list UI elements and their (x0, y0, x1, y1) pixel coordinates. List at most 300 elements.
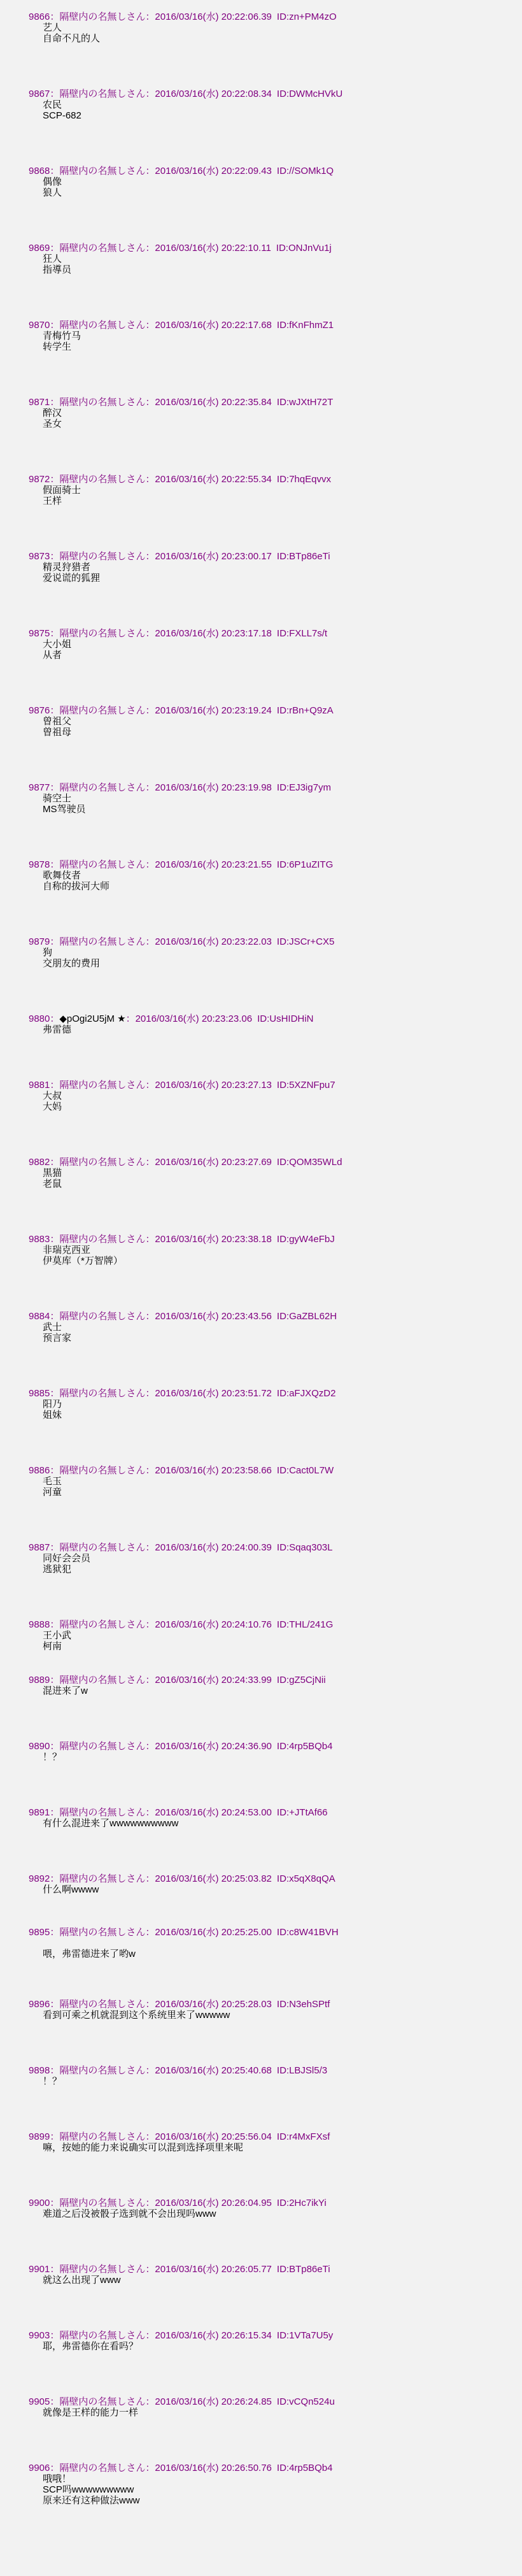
header-separator: ： (145, 782, 155, 793)
post-text-line: 耶，弗雷德你在看吗？ (43, 2341, 139, 2352)
header-separator: ： (145, 166, 155, 176)
post-number: 9869 (29, 243, 50, 254)
post-author: 隔壁内の名無しさん (59, 320, 146, 331)
post-datetime: 2016/03/16(水) 20:25:40.68 (155, 2065, 272, 2076)
post-text-line: 看到可乘之机就混到这个系统里来了wwwww (43, 2010, 230, 2021)
post-text-line (43, 1938, 516, 1949)
post-number: 9906 (29, 2463, 50, 2473)
post-body (29, 1399, 516, 1420)
post-text-line: MS驾驶员 (43, 804, 86, 815)
post-number: 9875 (29, 628, 50, 639)
post-body (29, 2010, 516, 2021)
post-header (29, 2264, 516, 2275)
post-datetime: 2016/03/16(水) 20:23:43.56 (155, 1311, 272, 1322)
post-text-line: 有什么混进来了wwwwwwwwww (43, 1818, 179, 1829)
post-datetime: 2016/03/16(水) 20:26:05.77 (155, 2264, 272, 2275)
post-header (29, 705, 516, 716)
post-id: ID:zn+PM4zO (276, 11, 337, 22)
header-separator: ： (50, 2396, 60, 2407)
post (29, 2463, 516, 2506)
post-author: 隔壁内の名無しさん (59, 2330, 146, 2341)
header-separator: ： (145, 1388, 155, 1399)
header-separator: ： (145, 474, 155, 485)
post-id: ID:UsHIDHiN (257, 1013, 314, 1024)
post-body (29, 1245, 516, 1266)
post-id: ID:6P1uZITG (276, 859, 334, 870)
post-body (29, 408, 516, 429)
post-text-line: 狼人 (43, 187, 62, 198)
post-datetime: 2016/03/16(水) 20:22:55.34 (155, 474, 272, 485)
post (29, 859, 516, 892)
header-separator: ： (145, 2198, 155, 2208)
header-separator: ： (50, 2065, 60, 2076)
post (29, 2330, 516, 2352)
post (29, 1157, 516, 1189)
post-body (29, 870, 516, 892)
post-author: 隔壁内の名無しさん (59, 628, 146, 639)
post-text-line: 假面骑士 (43, 485, 81, 496)
header-separator: ： (145, 11, 155, 22)
post (29, 628, 516, 661)
header-separator: ： (50, 1542, 60, 1553)
header-separator: ： (145, 2131, 155, 2142)
post-header (29, 1157, 516, 1168)
post-text-line: 哦哦！ (43, 2473, 72, 2484)
post-number: 9871 (29, 397, 50, 408)
post-header (29, 1234, 516, 1245)
post-text-line: 河童 (43, 1487, 62, 1498)
post-header (29, 166, 516, 176)
post-datetime: 2016/03/16(水) 20:23:23.06 (135, 1013, 253, 1024)
post-datetime: 2016/03/16(水) 20:24:53.00 (155, 1807, 272, 1818)
post-header (29, 2330, 516, 2341)
post-author: 隔壁内の名無しさん (59, 1234, 146, 1245)
post-datetime: 2016/03/16(水) 20:22:08.34 (155, 89, 272, 99)
header-separator: ： (50, 2330, 60, 2341)
post-body (29, 176, 516, 198)
post-body (29, 1630, 516, 1652)
header-separator: ： (125, 1013, 136, 1024)
post-id: ID:wJXtH72T (276, 397, 334, 408)
header-separator: ： (145, 1542, 155, 1553)
header-separator: ： (50, 936, 60, 947)
post-datetime: 2016/03/16(水) 20:23:00.17 (155, 551, 272, 562)
post-id: ID:N3ehSPtf (276, 1999, 330, 2010)
post-number: 9866 (29, 11, 50, 22)
post-number: 9870 (29, 320, 50, 331)
post-author: 隔壁内の名無しさん (59, 1807, 146, 1818)
post-text-line: 老鼠 (43, 1178, 62, 1189)
post-text-line: 农民 (43, 99, 62, 110)
post-author: 隔壁内の名無しさん (59, 1465, 146, 1476)
header-separator: ： (50, 1234, 60, 1245)
post (29, 1080, 516, 1112)
post-datetime: 2016/03/16(水) 20:23:21.55 (155, 859, 272, 870)
post-datetime: 2016/03/16(水) 20:24:00.39 (155, 1542, 272, 1553)
header-separator: ： (145, 551, 155, 562)
post-body (29, 1476, 516, 1498)
post-text-line: 交朋友的费用 (43, 958, 101, 969)
post-body (29, 1322, 516, 1343)
post-header (29, 1388, 516, 1399)
header-separator: ： (145, 1675, 155, 1685)
header-separator: ： (50, 782, 60, 793)
post-datetime: 2016/03/16(水) 20:22:17.68 (155, 320, 272, 331)
header-separator: ： (145, 2065, 155, 2076)
post-datetime: 2016/03/16(水) 20:24:33.99 (155, 1675, 272, 1685)
post-header (29, 628, 516, 639)
header-separator: ： (50, 2463, 60, 2473)
post-number: 9877 (29, 782, 50, 793)
header-separator: ： (50, 243, 60, 254)
post-header (29, 1465, 516, 1476)
post-number: 9867 (29, 89, 50, 99)
post-header (29, 782, 516, 793)
header-separator: ： (50, 1311, 60, 1322)
post (29, 782, 516, 815)
post-id: ID:x5qX8qQA (276, 1873, 335, 1884)
header-separator: ： (145, 2330, 155, 2341)
post-author: 隔壁内の名無しさん (59, 1675, 146, 1685)
post-text-line: 自称的拔河大师 (43, 881, 110, 892)
post (29, 397, 516, 429)
post-header (29, 859, 516, 870)
header-separator: ： (50, 1619, 60, 1630)
post-datetime: 2016/03/16(水) 20:23:38.18 (155, 1234, 272, 1245)
post-datetime: 2016/03/16(水) 20:23:19.24 (155, 705, 272, 716)
post (29, 243, 516, 275)
post-header (29, 397, 516, 408)
post-text-line: 王小武 (43, 1630, 72, 1641)
post-text-line: 曾祖母 (43, 727, 72, 738)
header-separator: ： (50, 320, 60, 331)
header-separator: ： (145, 243, 155, 254)
post-number: 9903 (29, 2330, 50, 2341)
post (29, 1873, 516, 1895)
post-datetime: 2016/03/16(水) 20:23:27.69 (155, 1157, 272, 1168)
post (29, 166, 516, 198)
post (29, 1465, 516, 1498)
post (29, 11, 516, 44)
header-separator: ： (50, 1157, 60, 1168)
header-separator: ： (50, 628, 60, 639)
header-separator: ： (50, 1388, 60, 1399)
post-text-line: 歌舞伎者 (43, 870, 81, 881)
header-separator: ： (50, 551, 60, 562)
post-text-line: 从者 (43, 650, 62, 661)
post-author: 隔壁内の名無しさん (59, 89, 146, 99)
post-datetime: 2016/03/16(水) 20:24:36.90 (155, 1741, 272, 1752)
post-body (29, 2275, 516, 2286)
post-number: 9892 (29, 1873, 50, 1884)
post-body (29, 1938, 516, 1959)
post-number: 9883 (29, 1234, 50, 1245)
post-body (29, 1884, 516, 1895)
post-id: ID:ONJnVu1j (276, 243, 332, 254)
post-text-line: 曾祖父 (43, 716, 72, 727)
post-number: 9905 (29, 2396, 50, 2407)
header-separator: ： (145, 397, 155, 408)
post-datetime: 2016/03/16(水) 20:23:58.66 (155, 1465, 272, 1476)
post-number: 9879 (29, 936, 50, 947)
header-separator: ： (50, 11, 60, 22)
header-separator: ： (145, 1234, 155, 1245)
post-header (29, 1873, 516, 1884)
header-separator: ： (145, 2396, 155, 2407)
post-author: 隔壁内の名無しさん (59, 1741, 146, 1752)
post-author: 隔壁内の名無しさん (59, 1542, 146, 1553)
post (29, 1388, 516, 1420)
post-text-line: 阳乃 (43, 1399, 62, 1410)
post (29, 89, 516, 121)
post-author: 隔壁内の名無しさん (59, 1388, 146, 1399)
post-number: 9885 (29, 1388, 50, 1399)
post-author: 隔壁内の名無しさん (59, 936, 146, 947)
post-datetime: 2016/03/16(水) 20:26:50.76 (155, 2463, 272, 2473)
post-text-line: 精灵狩猎者 (43, 562, 91, 573)
post-datetime: 2016/03/16(水) 20:22:09.43 (155, 166, 272, 176)
post-author: 隔壁内の名無しさん (59, 243, 146, 254)
post-text-line: 自命不凡的人 (43, 33, 101, 44)
post-body (29, 22, 516, 44)
header-separator: ： (145, 705, 155, 716)
header-separator: ： (50, 1080, 60, 1091)
post-text-line: 什么啊wwww (43, 1884, 99, 1895)
post-id: ID:GaZBL62H (276, 1311, 337, 1322)
post-id: ID:5XZNFpu7 (276, 1080, 335, 1091)
post-text-line: 转学生 (43, 341, 72, 352)
post-datetime: 2016/03/16(水) 20:23:27.13 (155, 1080, 272, 1091)
post (29, 2065, 516, 2087)
post-author: 隔壁内の名無しさん (59, 1311, 146, 1322)
header-separator: ： (145, 1311, 155, 1322)
post-id: ID:rBn+Q9zA (276, 705, 334, 716)
post-body (29, 1168, 516, 1189)
post-datetime: 2016/03/16(水) 20:25:28.03 (155, 1999, 272, 2010)
post-text-line: ！？ (43, 1752, 62, 1763)
header-separator: ： (50, 166, 60, 176)
post-text-line: 喂，弗雷德进来了哟w (43, 1949, 136, 1959)
post-id: ID:Cact0L7W (276, 1465, 334, 1476)
post-id: ID:Sqaq303L (276, 1542, 333, 1553)
post-text-line: 狗 (43, 947, 53, 958)
post-author: 隔壁内の名無しさん (59, 1927, 146, 1938)
post-header (29, 1999, 516, 2010)
post (29, 2131, 516, 2153)
post-number: 9886 (29, 1465, 50, 1476)
post-id: ID:EJ3ig7ym (276, 782, 331, 793)
post-header (29, 2131, 516, 2142)
post-id: ID:vCQn524u (276, 2396, 335, 2407)
post-body (29, 2208, 516, 2219)
post-number: 9873 (29, 551, 50, 562)
post (29, 551, 516, 583)
post-datetime: 2016/03/16(水) 20:22:06.39 (155, 11, 272, 22)
post (29, 1311, 516, 1343)
post-text-line: 毛玉 (43, 1476, 62, 1487)
post-id: ID:r4MxFXsf (276, 2131, 330, 2142)
post (29, 1234, 516, 1266)
post-author: 隔壁内の名無しさん (59, 2131, 146, 2142)
post-author: 隔壁内の名無しさん (59, 1157, 146, 1168)
post-header (29, 1927, 516, 1938)
header-separator: ： (145, 320, 155, 331)
post-text-line: 狂人 (43, 254, 62, 264)
post-number: 9881 (29, 1080, 50, 1091)
post-id: ID:QOM35WLd (276, 1157, 342, 1168)
post-text-line: 青梅竹马 (43, 331, 81, 341)
post-author: 隔壁内の名無しさん (59, 397, 146, 408)
header-separator: ： (145, 2264, 155, 2275)
post-body (29, 254, 516, 275)
post-header (29, 2065, 516, 2076)
post-text-line: 王样 (43, 496, 62, 506)
post-id: ID:c8W41BVH (276, 1927, 339, 1938)
post-author: 隔壁内の名無しさん (59, 2396, 146, 2407)
post-header (29, 2198, 516, 2208)
post-body (29, 2341, 516, 2352)
post-text-line: 非瑞克西亚 (43, 1245, 91, 1256)
post (29, 1619, 516, 1652)
post-text-line: 同好会会员 (43, 1553, 91, 1564)
post-id: ID:BTp86eTi (276, 551, 330, 562)
post-datetime: 2016/03/16(水) 20:23:19.98 (155, 782, 272, 793)
header-separator: ： (50, 1741, 60, 1752)
post (29, 2198, 516, 2219)
post-text-line: 圣女 (43, 419, 62, 429)
post-text-line: 柯南 (43, 1641, 62, 1652)
post-body (29, 1091, 516, 1112)
post-header (29, 2396, 516, 2407)
post-author: 隔壁内の名無しさん (59, 2463, 146, 2473)
header-separator: ： (50, 2264, 60, 2275)
post-datetime: 2016/03/16(水) 20:25:56.04 (155, 2131, 272, 2142)
post (29, 1807, 516, 1829)
post-text-line: 偶像 (43, 176, 62, 187)
post-number: 9889 (29, 1675, 50, 1685)
post-body (29, 716, 516, 738)
post-id: ID:aFJXQzD2 (276, 1388, 336, 1399)
post-text-line: 原来还有这种做法www (43, 2495, 140, 2506)
post (29, 1013, 516, 1035)
post-id: ID:+JTtAf66 (276, 1807, 328, 1818)
post-id: ID:4rp5BQb4 (276, 2463, 333, 2473)
post-text-line: 大叔 (43, 1091, 62, 1101)
header-separator: ： (50, 1873, 60, 1884)
header-separator: ： (145, 89, 155, 99)
post-number: 9896 (29, 1999, 50, 2010)
post-id: ID:4rp5BQb4 (276, 1741, 333, 1752)
post-number: 9882 (29, 1157, 50, 1168)
post-author: 隔壁内の名無しさん (59, 166, 146, 176)
header-separator: ： (145, 1873, 155, 1884)
post-author: ◆pOgi2U5jM ★ (59, 1013, 126, 1024)
header-separator: ： (50, 1927, 60, 1938)
header-separator: ： (145, 1741, 155, 1752)
post-number: 9891 (29, 1807, 50, 1818)
post-text-line: 大小姐 (43, 639, 72, 650)
post-text-line: 预言家 (43, 1333, 72, 1343)
header-separator: ： (50, 89, 60, 99)
post-id: ID:gyW4eFbJ (276, 1234, 335, 1245)
header-separator: ： (50, 474, 60, 485)
post-body (29, 1818, 516, 1829)
post-header (29, 11, 516, 22)
post-author: 隔壁内の名無しさん (59, 782, 146, 793)
post-id: ID://SOMk1Q (276, 166, 334, 176)
post-number: 9890 (29, 1741, 50, 1752)
post (29, 936, 516, 969)
post-id: ID:2Hc7ikYi (276, 2198, 327, 2208)
post-text-line: 姐妹 (43, 1410, 62, 1420)
post-text-line: 武士 (43, 1322, 62, 1333)
post-header (29, 551, 516, 562)
post-id: ID:fKnFhmZ1 (276, 320, 334, 331)
post-author: 隔壁内の名無しさん (59, 705, 146, 716)
post-number: 9878 (29, 859, 50, 870)
post-author: 隔壁内の名無しさん (59, 2264, 146, 2275)
post-datetime: 2016/03/16(水) 20:24:10.76 (155, 1619, 272, 1630)
post-list (29, 11, 516, 2506)
header-separator: ： (145, 2463, 155, 2473)
post-number: 9899 (29, 2131, 50, 2142)
post-header (29, 320, 516, 331)
post-body (29, 99, 516, 121)
post-number: 9872 (29, 474, 50, 485)
post-text-line: 混进来了w (43, 1685, 88, 1696)
header-separator: ： (145, 1619, 155, 1630)
header-separator: ： (145, 1080, 155, 1091)
post (29, 474, 516, 506)
post-author: 隔壁内の名無しさん (59, 1619, 146, 1630)
post-id: ID:gZ5CjNii (276, 1675, 326, 1685)
post-body (29, 2473, 516, 2506)
post-text-line: 黒猫 (43, 1168, 62, 1178)
post-author: 隔壁内の名無しさん (59, 1873, 146, 1884)
post-text-line: 爱说谎的狐狸 (43, 573, 101, 583)
post-header (29, 1542, 516, 1553)
header-separator: ： (50, 859, 60, 870)
header-separator: ： (50, 1675, 60, 1685)
post-datetime: 2016/03/16(水) 20:22:35.84 (155, 397, 272, 408)
post (29, 2396, 516, 2418)
post-text-line: 嘛，按她的能力来说确实可以混到选择项里来呢 (43, 2142, 244, 2153)
post-id: ID:THL/241G (276, 1619, 334, 1630)
header-separator: ： (145, 1999, 155, 2010)
post-datetime: 2016/03/16(水) 20:26:04.95 (155, 2198, 272, 2208)
post-text-line: 逃狱犯 (43, 1564, 72, 1575)
header-separator: ： (145, 1465, 155, 1476)
post-text-line: ！？ (43, 2076, 62, 2087)
post-number: 9868 (29, 166, 50, 176)
post-text-line: 骑空士 (43, 793, 72, 804)
post-datetime: 2016/03/16(水) 20:26:15.34 (155, 2330, 272, 2341)
post-text-line: 就像是王样的能力一样 (43, 2407, 139, 2418)
post (29, 2264, 516, 2286)
post-header (29, 1741, 516, 1752)
post-text-line: 指導员 (43, 264, 72, 275)
post-author: 隔壁内の名無しさん (59, 1080, 146, 1091)
post-header (29, 1675, 516, 1685)
post-header (29, 1013, 516, 1024)
header-separator: ： (50, 1013, 60, 1024)
header-separator: ： (50, 1999, 60, 2010)
post-header (29, 1080, 516, 1091)
header-separator: ： (145, 628, 155, 639)
post-text-line: 就这么出现了www (43, 2275, 121, 2286)
post-body (29, 793, 516, 815)
post-datetime: 2016/03/16(水) 20:25:25.00 (155, 1927, 272, 1938)
